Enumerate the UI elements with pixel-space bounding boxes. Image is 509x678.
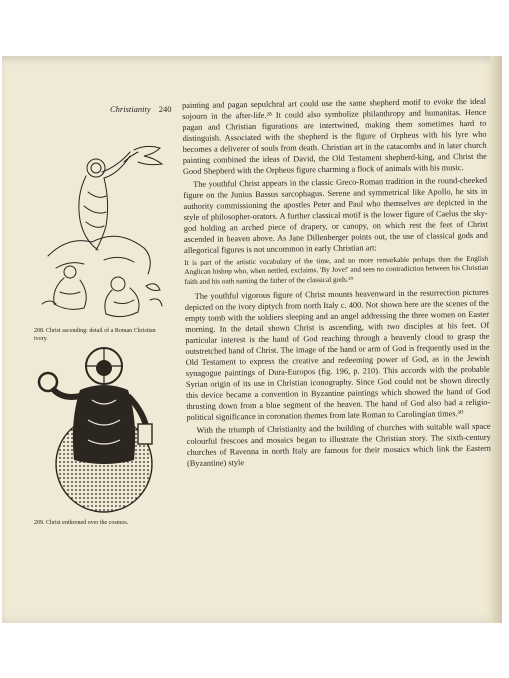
figure-209-caption: 209. Christ enthroned over the cosmos. <box>34 520 129 526</box>
paragraph-shepherd-motif: painting and pagan sepulchral art could use the same shepherd motif to evoke the ideal sojourn in the after-life.²⁸ It could also symbolize philanthropy and humanitas. Hence pagan and Christian figurations are intertwined, making them sometimes hard to distinguish. Associated with the shepherd is the figure of Orpheus with his lyre who becomes a deliverer of souls from death. Christian art in the catacombs and in later church painting combined the ideas of David, the Old Testament shepherd-king, and Christ the Good Shepherd with the Orpheus figure charming a flock of animals with his music. <box>182 96 487 176</box>
christ-ascending-illustration <box>34 136 172 324</box>
christ-enthroned-illustration <box>34 340 174 516</box>
running-header <box>110 104 172 114</box>
body-text-column <box>182 96 491 471</box>
figure-208-caption: 208. Christ ascending: detail of a Roman Christian ivory. <box>34 328 156 342</box>
page-number: 240 <box>158 104 172 114</box>
running-title: Christianity <box>110 104 151 114</box>
block-quote-dillenberger: It is part of the artistic vocabulary of the time, and no more remarkable perhaps than the English Anglican bishop who, when nettled, exclaims, 'By Jove!' and sees no contradiction between his Christian faith and his oath naming the father of the classical gods.²⁹ <box>184 254 489 286</box>
book-spine <box>490 56 502 623</box>
paragraph-triumph-of-christianity: With the triumph of Christianity and the building of churches with suitable wall space colourful frescoes and mosaics began to illustrate the Christian story. The sixth-century churches of Ravenna in north Italy are famous for their mosaics which link the Eastern (Byzantine) style <box>186 421 491 469</box>
paragraph-resurrection: The youthful vigorous figure of Christ mounts heavenward in the resurrection pictures depicted on the ivory diptych from north Italy c. 400. Not shown here are the scenes of the empty tomb with the soldiers sleeping and an angel addressing the three women on Easter morning. In the detail shown Christ is ascending, with two disciples at his feet. Of particular interest is the hand of God reaching through a heavenly cloud to grasp the outstretched hand of Christ. The image of the hand or arm of God is frequently used in the Old Testament to express the creative and redeeming power of God, as in the Jewish synagogue paintings of Dura-Europos (fig. 196, p. 210). This accords with the probable Syrian origin of its use in Christian iconography. Since God could not be shown directly this device became a convention in Byzantine paintings which showed the hand of God thrusting down from a blue segment of the heaven. The hand of God also had a religio-political significance in coronation themes from late Roman to Carolingian times.³⁰ <box>184 287 491 423</box>
book-page <box>2 56 502 623</box>
paragraph-youthful-christ: The youthful Christ appears in the classic Greco-Roman tradition in the round-cheeked figure on the Junius Bassus sarcophagus. Serene and symmetrical like Apollo, he sits in authority commissioning the apostles Peter and Paul who themselves are depicted in the style of philosopher-orators. A further classical motif is the lower figure of Caelus the sky-god holding an arched piece of drapery, or canopy, on which rest the feet of Christ ascended in heaven above. As Jane Dillenberger points out, the use of classical gods and allegorical figures is not uncommon in early Christian art: <box>183 175 488 255</box>
